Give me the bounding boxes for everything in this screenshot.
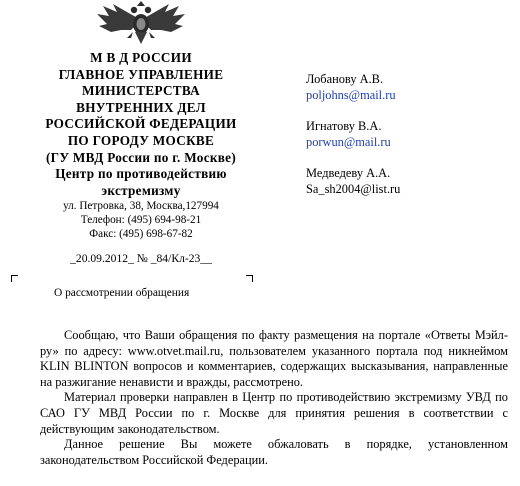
corner-mark-left — [11, 275, 18, 282]
org-line: ВНУТРЕННИХ ДЕЛ — [76, 99, 206, 115]
recipient-name: Лобанову А.В. — [306, 72, 384, 86]
org-line: Центр по противодействию — [55, 166, 227, 182]
org-line: (ГУ МВД России по г. Москве) — [45, 149, 237, 165]
letterhead — [12, 50, 270, 277]
double-headed-eagle-emblem-icon — [91, 0, 191, 46]
org-line: МИНИСТЕРСТВА — [82, 83, 200, 99]
registration-number: _20.09.2012_ № _84/Кл-23__ — [70, 251, 212, 265]
body-paragraph: Сообщаю, что Ваши обращения по факту размещения на портале «Ответы Мэйл-ру» по адресу: www.otvet.mail.ru, пользователем указанного портала под никнеймом KLIN BLINTON вопросов и комментариев, содержащих высказывания, направленные на разжигание ненависти и вражды, рассмотрено. — [40, 328, 508, 389]
letter-body — [40, 328, 508, 468]
phone: Телефон: (495) 694-98-21 — [80, 214, 202, 227]
recipient-email-link[interactable]: poljohns@mail.ru — [306, 87, 396, 102]
recipient — [306, 119, 506, 150]
recipient-name: Медведеву А.А. — [306, 166, 391, 181]
subject-line: О рассмотрении обращения — [54, 287, 190, 299]
recipient-name: Игнатову В.А. — [306, 119, 382, 134]
body-paragraph: Данное решение Вы можете обжаловать в порядке, установленном законодательством Российской Федерации. — [40, 437, 508, 467]
org-line: М В Д РОССИИ — [90, 50, 192, 65]
recipient — [306, 72, 506, 103]
body-paragraph: Материал проверки направлен в Центр по противодействию экстремизму УВД по САО ГУ МВД России по г. Москве для принятия решения в соответствии с действующим законодательством. — [40, 390, 508, 436]
org-line: ГЛАВНОЕ УПРАВЛЕНИЕ — [58, 66, 224, 82]
corner-mark-right — [246, 275, 253, 282]
recipients-block — [306, 72, 506, 214]
fax: Факс: (495) 698-67-82 — [89, 227, 193, 240]
org-line: ПО ГОРОДУ МОСКВЕ — [67, 132, 215, 148]
org-line: РОССИЙСКОЙ ФЕДЕРАЦИИ — [45, 116, 237, 132]
org-line: экстремизму — [101, 182, 181, 198]
recipient-email: Sa_sh2004@list.ru — [306, 181, 401, 196]
recipient-email-link[interactable]: porwun@mail.ru — [306, 134, 391, 149]
recipient — [306, 166, 506, 197]
address: ул. Петровка, 38, Москва,127994 — [63, 200, 219, 213]
